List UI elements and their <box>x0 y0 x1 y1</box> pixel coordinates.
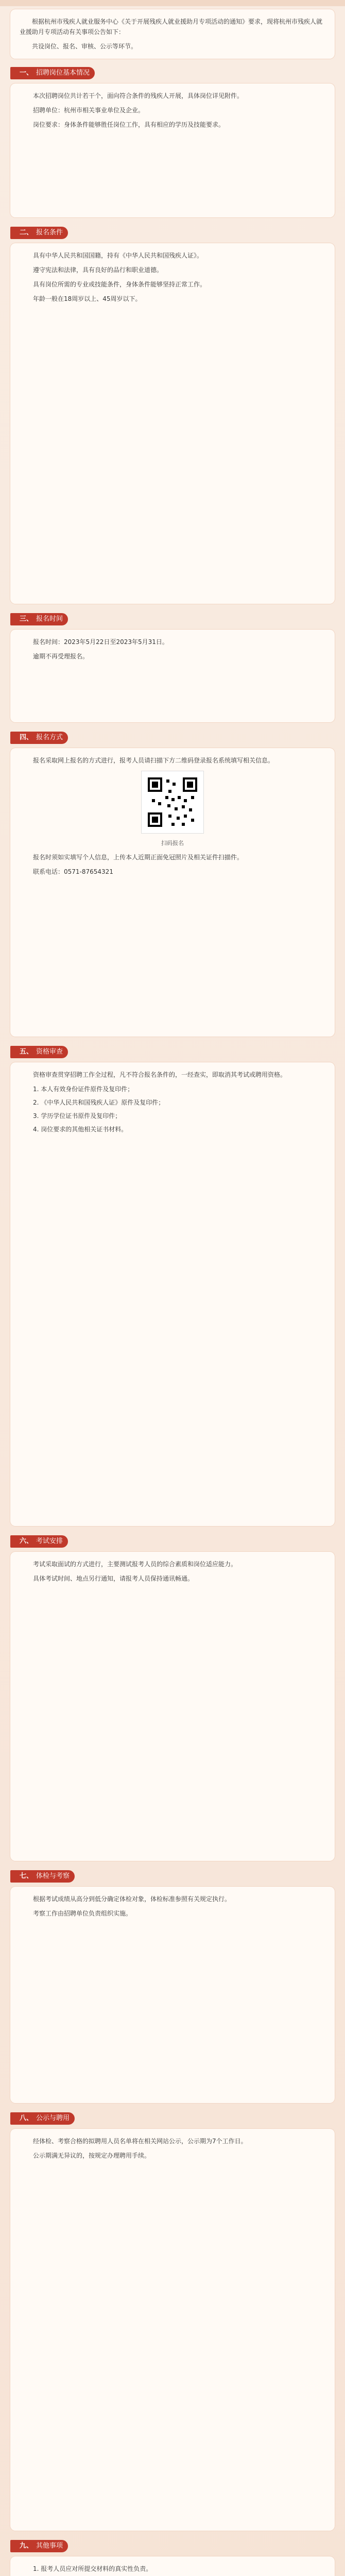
s4-p3: 联系电话：0571-87654321 <box>33 868 113 875</box>
section-4-body <box>10 748 335 1037</box>
section-num: 九、 <box>20 2542 33 2550</box>
list-item: 2. 《中华人民共和国残疾人证》原件及复印件； <box>33 1099 165 1106</box>
section-7-body <box>10 1887 335 2103</box>
s2-p1: 具有中华人民共和国国籍，持有《中华人民共和国残疾人证》。 <box>33 252 203 259</box>
intro-sub: 共设岗位、报名、审核、公示等环节。 <box>32 43 137 50</box>
section-num: 八、 <box>20 2114 33 2122</box>
list-item: 4. 岗位要求的其他相关证书材料。 <box>33 1126 128 1133</box>
section-title: 报名条件 <box>36 229 63 236</box>
s8-p2: 公示期满无异议的，按规定办理聘用手续。 <box>33 2152 151 2159</box>
s3-p1: 报名时间：2023年5月22日至2023年5月31日。 <box>33 638 168 646</box>
section-title: 招聘岗位基本情况 <box>36 69 90 77</box>
list-item: 1. 本人有效身份证件原件及复印件； <box>33 1086 134 1093</box>
section-1-body <box>10 83 335 217</box>
section-8-body <box>10 2129 335 2531</box>
top-bar <box>0 0 345 6</box>
section-num: 五、 <box>20 1048 33 1056</box>
section-5-body <box>10 1062 335 1526</box>
section-1-header <box>10 67 95 79</box>
s4-p2: 报名时须如实填写个人信息，上传本人近期正面免冠照片及相关证件扫描件。 <box>33 854 244 861</box>
section-num: 一、 <box>20 69 33 77</box>
s8-p1: 经体检、考察合格的拟聘用人员名单将在相关网站公示，公示期为7个工作日。 <box>33 2138 247 2145</box>
section-title: 报名时间 <box>36 615 63 623</box>
section-9-header <box>10 2540 68 2552</box>
section-num: 三、 <box>20 615 33 623</box>
s1-p3: 岗位要求：身体条件能够胜任岗位工作，具有相应的学历及技能要求。 <box>33 121 225 128</box>
section-title: 其他事项 <box>36 2542 63 2550</box>
qr-code[interactable] <box>141 771 204 834</box>
s1-p1: 本次招聘岗位共计若干个，面向符合条件的残疾人开展，具体岗位详见附件。 <box>33 92 244 99</box>
s7-p1: 根据考试成绩从高分到低分确定体检对象，体检标准参照有关规定执行。 <box>33 1895 231 1903</box>
section-6-body <box>10 1552 335 1861</box>
section-3-header <box>10 613 68 625</box>
section-5-header <box>10 1046 68 1058</box>
intro-card <box>10 9 335 59</box>
section-num: 四、 <box>20 734 33 741</box>
section-8-header <box>10 2112 75 2125</box>
s1-p2: 招聘单位：杭州市相关事业单位及企业。 <box>33 107 145 114</box>
qr-icon <box>146 775 199 829</box>
s5-p1: 资格审查贯穿招聘工作全过程，凡不符合报名条件的，一经查实，即取消其考试或聘用资格。 <box>33 1071 287 1078</box>
section-6-header <box>10 1535 68 1548</box>
list-item: 1. 报考人员应对所提交材料的真实性负责。 <box>33 2565 152 2572</box>
s3-p2: 逾期不再受理报名。 <box>33 653 89 660</box>
section-2-body <box>10 243 335 604</box>
section-title: 报名方式 <box>36 734 63 741</box>
section-title: 公示与聘用 <box>36 2114 70 2122</box>
section-3-body <box>10 630 335 722</box>
section-num: 二、 <box>20 229 33 236</box>
s6-p2: 具体考试时间、地点另行通知，请报考人员保持通讯畅通。 <box>33 1575 194 1582</box>
s7-p2: 考察工作由招聘单位负责组织实施。 <box>33 1910 132 1917</box>
section-7-header <box>10 1870 75 1883</box>
list-item: 3. 学历学位证书原件及复印件； <box>33 1112 122 1120</box>
section-num: 七、 <box>20 1872 33 1880</box>
section-num: 六、 <box>20 1537 33 1545</box>
qr-caption: 扫码报名 <box>161 840 184 846</box>
section-title: 考试安排 <box>36 1537 63 1545</box>
section-9-body <box>10 2556 335 2576</box>
intro-text: 根据杭州市残疾人就业服务中心《关于开展残疾人就业援助月专项活动的通知》要求，现将杭州市残疾人就业援助月专项活动有关事项公告如下： <box>20 18 323 36</box>
s2-p4: 年龄一般在18周岁以上、45周岁以下。 <box>33 295 142 302</box>
section-title: 体检与考察 <box>36 1872 70 1880</box>
s2-p2: 遵守宪法和法律，具有良好的品行和职业道德。 <box>33 266 163 274</box>
section-4-header <box>10 732 68 744</box>
s2-p3: 具有岗位所需的专业或技能条件，身体条件能够坚持正常工作。 <box>33 281 206 288</box>
section-title: 资格审查 <box>36 1048 63 1056</box>
section-2-header <box>10 227 68 239</box>
s6-p1: 考试采取面试的方式进行，主要测试报考人员的综合素质和岗位适应能力。 <box>33 1561 237 1568</box>
s4-p1: 报名采取网上报名的方式进行，报考人员请扫描下方二维码登录报名系统填写相关信息。 <box>33 757 274 764</box>
